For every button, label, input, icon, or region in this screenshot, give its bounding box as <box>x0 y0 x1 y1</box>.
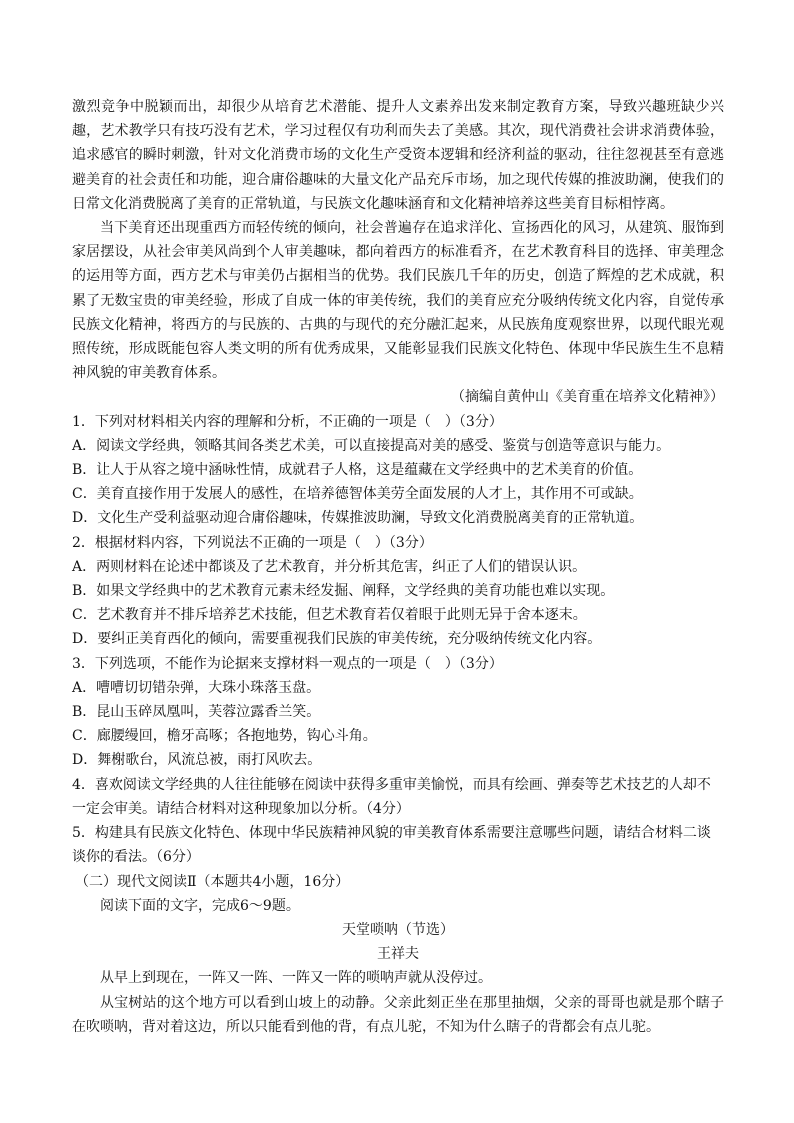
reading-instruction: 阅读下面的文字，完成6～9题。 <box>100 897 300 914</box>
option-d: D．舞榭歌台，风流总被，雨打风吹去。 <box>72 752 322 769</box>
exam-page <box>72 95 724 1039</box>
source-citation: （摘编自黄仲山《美育重在培养文化精神》） <box>451 389 724 406</box>
question-1 <box>72 410 724 531</box>
body-paragraph-2: 当下美育还出现重西方而轻传统的倾向，社会普遍存在追求洋化、宣扬西化的风习，从建筑、服饰到家居摆设，从社会审美风尚到个人审美趣味，都向着西方的标准看齐，在艺术教育科目的选择、审美理念的运用等方面，西方艺术与审美仍占据相当的优势。我们民族几千年的历史，创造了辉煌的艺术成就，积累了无数宝贵的审美经验，形成了自成一体的审美传统，我们的美育应充分吸纳传统文化内容，自觉传承民族文化精神，将西方的与民族的、古典的与现代的充分融汇起来，从民族角度观察世界，以现代眼光观照传统，形成既能包容人类文明的所有优秀成果，又能彰显我们民族文化特色、体现中华民族生生不息精神风貌的审美教育体系。 <box>72 220 724 382</box>
story-author: 王祥夫 <box>377 946 419 963</box>
option-b: B．昆山玉碎凤凰叫，芙蓉泣露香兰笑。 <box>72 704 321 721</box>
question-5: 5．构建具有民族文化特色、体现中华民族精神风貌的审美教育体系需要注意哪些问题，请结合材料二谈谈你的看法。（6分） <box>72 825 711 866</box>
section-heading: （二）现代文阅读Ⅱ（本题共4小题，16分） <box>75 873 350 890</box>
option-c: C．廊腰缦回，檐牙高啄；各抱地势，钩心斗角。 <box>72 728 377 745</box>
option-a: A．两则材料在论述中都谈及了艺术教育，并分析其危害，纠正了人们的错误认识。 <box>72 558 587 575</box>
question-4: 4．喜欢阅读文学经典的人往往能够在阅读中获得多重审美愉悦，而具有绘画、弹奏等艺术技艺的人却不一定会审美。请结合材料对这种现象加以分析。（4分） <box>72 776 711 817</box>
option-a: A．嘈嘈切切错杂弹，大珠小珠落玉盘。 <box>72 679 321 696</box>
option-c: C．美育直接作用于发展人的感性，在培养德智体美劳全面发展的人才上，其作用不可或缺。 <box>72 486 643 503</box>
option-b: B．如果文学经典中的艺术教育元素未经发掘、阐释，文学经典的美育功能也难以实现。 <box>72 583 615 600</box>
story-paragraph-2: 从宝树站的这个地方可以看到山坡上的动静。父亲此刻正坐在那里抽烟，父亲的哥哥也就是那个瞎子在吹唢呐，背对着这边，所以只能看到他的背，有点儿驼，不知为什么瞎子的背都会有点儿驼。 <box>72 994 724 1035</box>
question-3 <box>72 652 724 773</box>
story-title: 天堂唢呐（节选） <box>342 921 454 938</box>
story-paragraph-1: 从早上到现在，一阵又一阵、一阵又一阵的唢呐声就从没停过。 <box>100 970 492 987</box>
question-stem: 1．下列对材料相关内容的理解和分析，不正确的一项是（ ）（3分） <box>72 413 503 430</box>
option-c: C．艺术教育并不排斥培养艺术技能，但艺术教育若仅着眼于此则无异于舍本逐末。 <box>72 607 587 624</box>
body-paragraph-1: 激烈竞争中脱颖而出，却很少从培育艺术潜能、提升人文素养出发来制定教育方案，导致兴趣班缺少兴趣，艺术教学只有技巧没有艺术，学习过程仅有功利而失去了美感。其次，现代消费社会讲求消费体验，追求感官的瞬时刺激，针对文化消费市场的文化生产受资本逻辑和经济利益的驱动，往往忽视甚至有意逃避美育的社会责任和功能，迎合庸俗趣味的大量文化产品充斥市场，加之现代传媒的推波助澜，使我们的日常文化消费脱离了美育的正常轨道，与民族文化趣味涵育和文化精神培养这些美育目标相悖离。 <box>72 99 724 212</box>
question-2 <box>72 531 724 652</box>
question-stem: 2．根据材料内容，下列说法不正确的一项是（ ）（3分） <box>72 534 433 551</box>
option-b: B．让人于从容之境中涵咏性情，成就君子人格，这是蕴藏在文学经典中的艺术美育的价值。 <box>72 462 643 479</box>
question-stem: 3．下列选项，不能作为论据来支撑材料一观点的一项是（ ）（3分） <box>72 655 503 672</box>
option-a: A．阅读文学经典，领略其间各类艺术美，可以直接提高对美的感受、鉴赏与创造等意识与能力。 <box>72 437 671 454</box>
option-d: D．要纠正美育西化的倾向，需要重视我们民族的审美传统，充分吸纳传统文化内容。 <box>72 631 602 648</box>
option-d: D．文化生产受利益驱动迎合庸俗趣味，传媒推波助澜，导致文化消费脱离美育的正常轨道。 <box>72 510 644 527</box>
